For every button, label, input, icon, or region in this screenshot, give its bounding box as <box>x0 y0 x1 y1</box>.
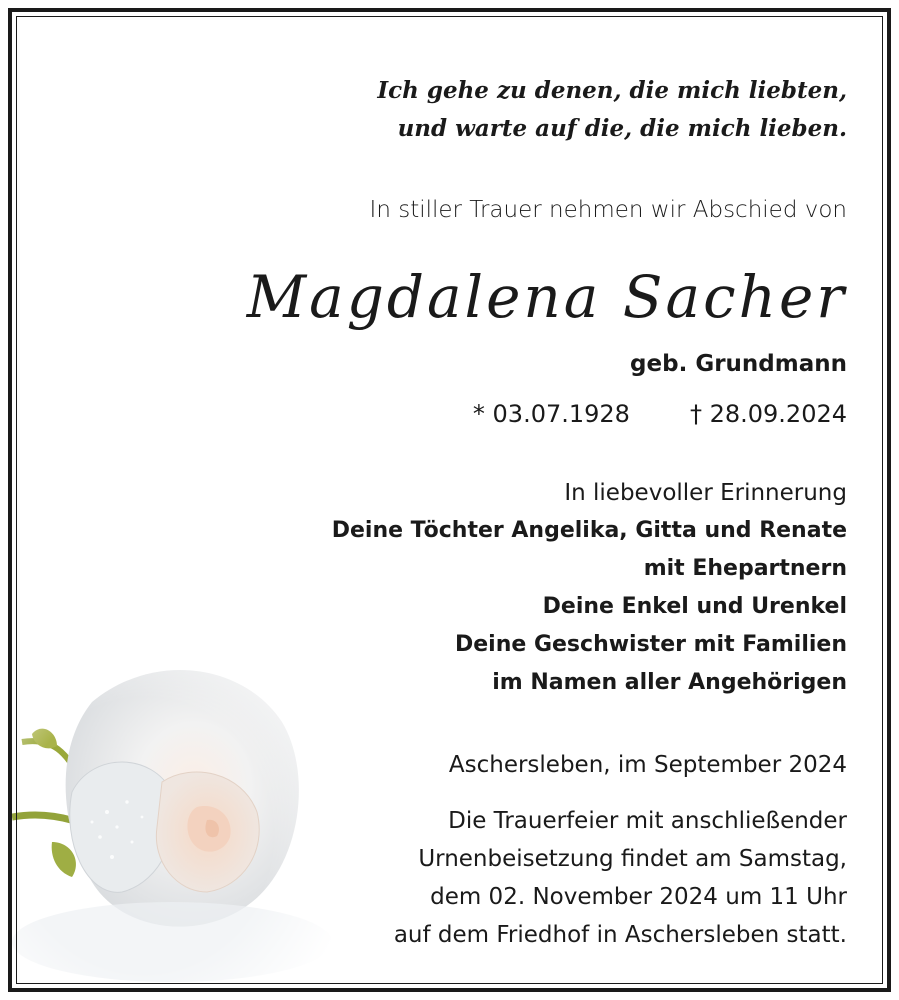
motto-line: Ich gehe zu denen, die mich liebten, <box>377 77 847 104</box>
mourner-line: im Namen aller Angehörigen <box>492 670 847 695</box>
service-info <box>52 802 847 954</box>
memory-line <box>52 474 847 512</box>
place-date: Aschersleben, im September 2024 <box>448 752 847 778</box>
service-line: Die Trauerfeier mit anschließender <box>448 808 847 834</box>
motto-line: und warte auf die, die mich lieben. <box>397 115 847 142</box>
deceased-name: Magdalena Sacher <box>246 263 847 331</box>
obituary-frame <box>8 8 891 992</box>
memory-text: In liebevoller Erinnerung <box>564 480 847 506</box>
mourner-line: mit Ehepartnern <box>643 556 847 581</box>
service-line: auf dem Friedhof in Aschersleben statt. <box>393 922 847 948</box>
intro-text: In stiller Trauer nehmen wir Abschied von <box>369 197 847 223</box>
mourner-line: Deine Geschwister mit Familien <box>454 632 847 657</box>
birth-date: * 03.07.1928 <box>472 400 630 428</box>
service-line: Urnenbeisetzung findet am Samstag, <box>418 846 847 872</box>
mourner-line: Deine Enkel und Urenkel <box>542 594 847 619</box>
service-line: dem 02. November 2024 um 11 Uhr <box>430 884 847 910</box>
motto-quote <box>52 72 847 148</box>
mourner-line: Deine Töchter Angelika, Gitta und Renate <box>331 518 847 543</box>
life-dates <box>52 394 847 434</box>
mourners-list <box>52 512 847 702</box>
maiden-name: geb. Grundmann <box>630 351 847 377</box>
death-date: † 28.09.2024 <box>689 400 847 428</box>
